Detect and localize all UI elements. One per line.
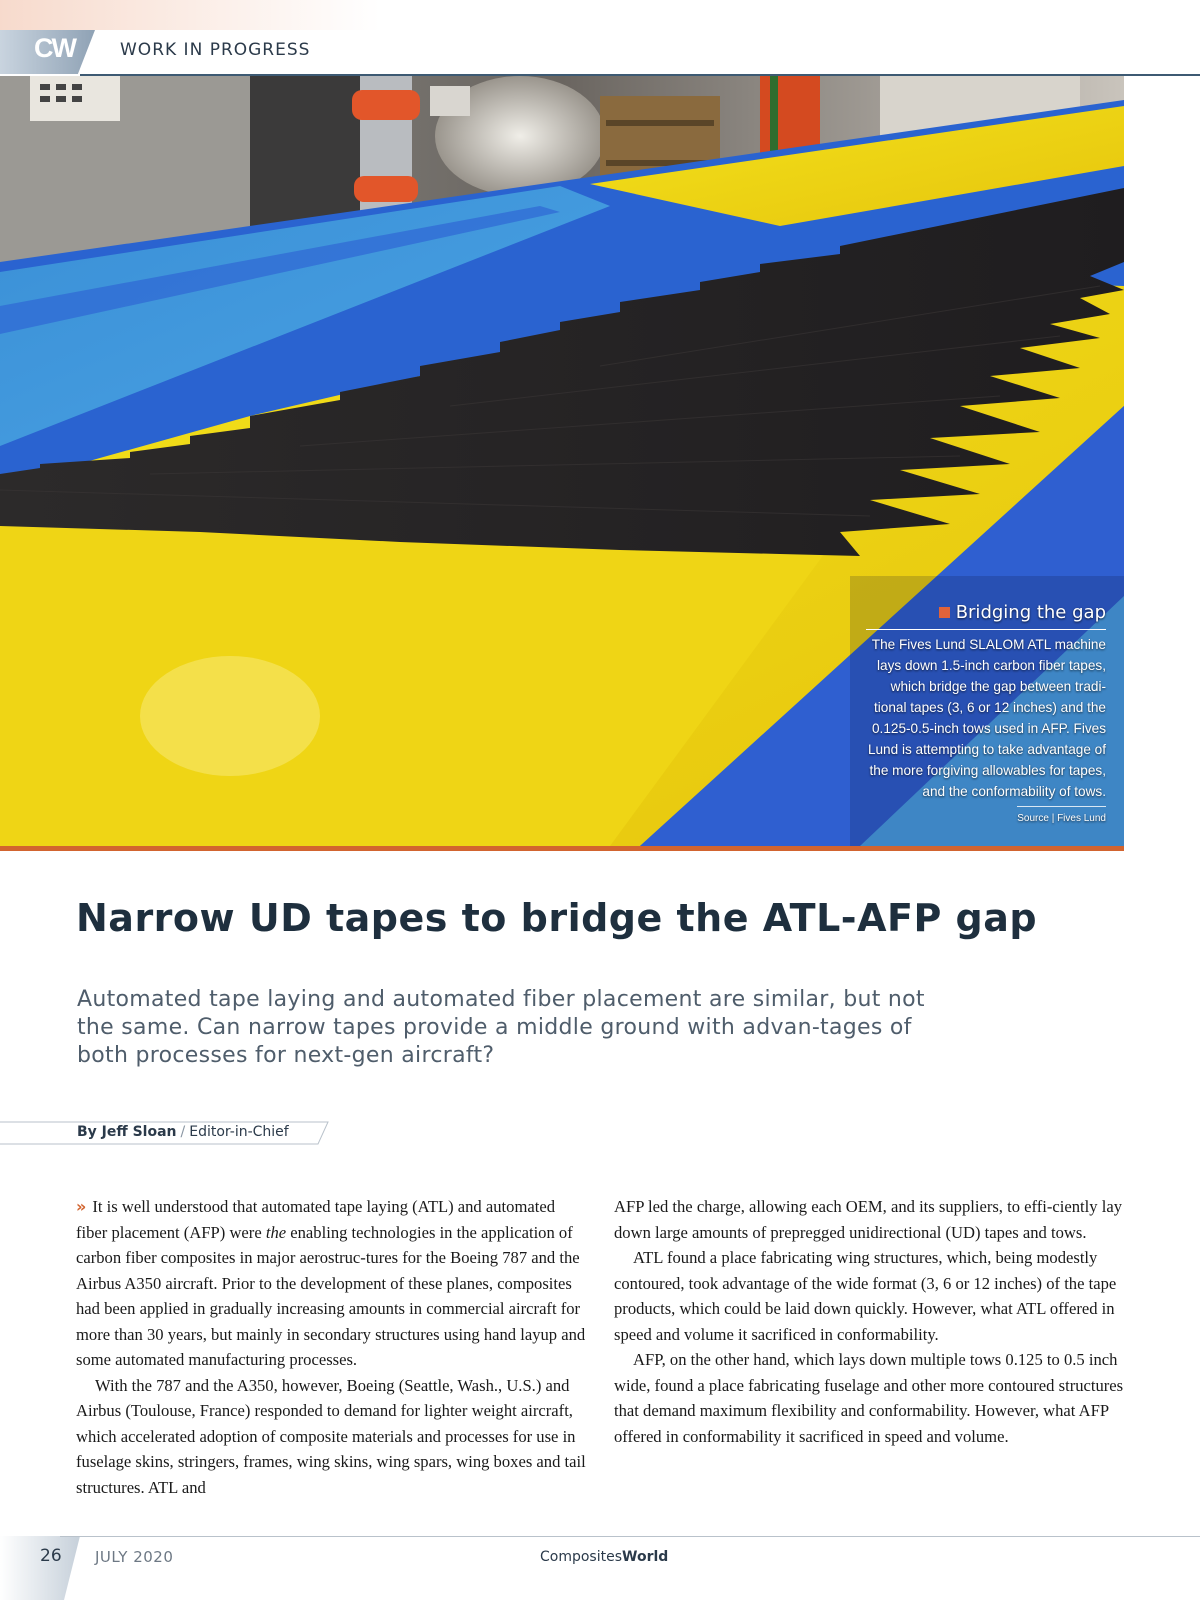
article-headline: Narrow UD tapes to bridge the ATL-AFP gap bbox=[76, 896, 1038, 940]
caption-body: The Fives Lund SLALOM ATL machine lays down 1.5-inch carbon fiber tapes, which bridge the gap between tradi-tional tapes (3, 6 or 12 inches) and the 0.125-0.5-inch tows used in AFP. Fives Lund is attempting to take advantage of the more forgiving allowables for tapes, and the conformability of tows. bbox=[867, 637, 1106, 799]
brand-light: Composites bbox=[540, 1549, 623, 1565]
byline-role: Editor-in-Chief bbox=[189, 1124, 289, 1140]
body-column-right bbox=[614, 1194, 1129, 1449]
brand-name bbox=[540, 1549, 668, 1565]
photo-caption bbox=[866, 602, 1106, 826]
feature-photo bbox=[0, 76, 1124, 846]
chevron-right-icon: » bbox=[76, 1197, 87, 1216]
caption-source: Source | Fives Lund bbox=[1017, 806, 1106, 824]
page-number: 26 bbox=[40, 1546, 62, 1566]
paragraph-text: enabling technologies in the application of carbon fiber composites in major aerostruc-tures for the Boeing 787 and the Airbus A350 aircraft. Prior to the development of these planes, composites had been applied in gradually increasing amounts in commercial aircraft for more than 30 years, but mainly in secondary structures using hand layup and some automated manufacturing processes. bbox=[76, 1222, 586, 1369]
emphasis-text: the bbox=[265, 1222, 287, 1242]
byline-separator: / bbox=[180, 1124, 186, 1140]
caption-title-row bbox=[866, 602, 1106, 630]
photo-accent-bar bbox=[0, 846, 1124, 851]
body-paragraph: AFP led the charge, allowing each OEM, and its suppliers, to effi-ciently lay down large amounts of prepregged unidirectional (UD) tapes and tows. bbox=[614, 1197, 1122, 1242]
caption-title: Bridging the gap bbox=[955, 602, 1106, 623]
body-paragraph: With the 787 and the A350, however, Boeing (Seattle, Wash., U.S.) and Airbus (Toulouse, France) responded to demand for lighter weight aircraft, which accelerated adoption of composite materials and processes for use in fuselage skins, stringers, frames, wing skins, wing spars, wing boxes and tail structures. ATL and bbox=[76, 1375, 586, 1497]
brand-bold: World bbox=[622, 1549, 669, 1565]
paragraph-text: It is well understood that automated tape laying (ATL) and automated fiber placement (AFP) were bbox=[76, 1197, 555, 1242]
footer-rule bbox=[60, 1536, 1200, 1537]
body-paragraph: AFP, on the other hand, which lays down multiple tows 0.125 to 0.5 inch wide, found a place fabricating fuselage and other more contoured structures that demand maximum flexibility and conformability. However, what AFP offered in conformability it sacrificed in speed and volume. bbox=[614, 1350, 1124, 1446]
issue-date: JULY 2020 bbox=[95, 1548, 174, 1566]
section-label: WORK IN PROGRESS bbox=[120, 40, 311, 60]
body-column-left bbox=[76, 1194, 588, 1500]
byline-author: By Jeff Sloan bbox=[77, 1124, 177, 1140]
body-paragraph bbox=[76, 1194, 588, 1373]
cw-logo: CW bbox=[34, 33, 75, 63]
header-glow bbox=[0, 0, 380, 30]
body-paragraph: ATL found a place fabricating wing structures, which, being modestly contoured, took advantage of the wide format (3, 6 or 12 inches) of the tape products, which could be laid down quickly. However, what ATL offered in speed and volume it sacrificed in conformability. bbox=[614, 1248, 1117, 1344]
caption-square-icon bbox=[939, 607, 950, 618]
page-header bbox=[0, 0, 1200, 76]
byline bbox=[77, 1124, 289, 1140]
article-deck: Automated tape laying and automated fiber placement are similar, but not the same. Can narrow tapes provide a middle ground with advan-tages of both processes for next-gen aircraft? bbox=[77, 987, 925, 1068]
